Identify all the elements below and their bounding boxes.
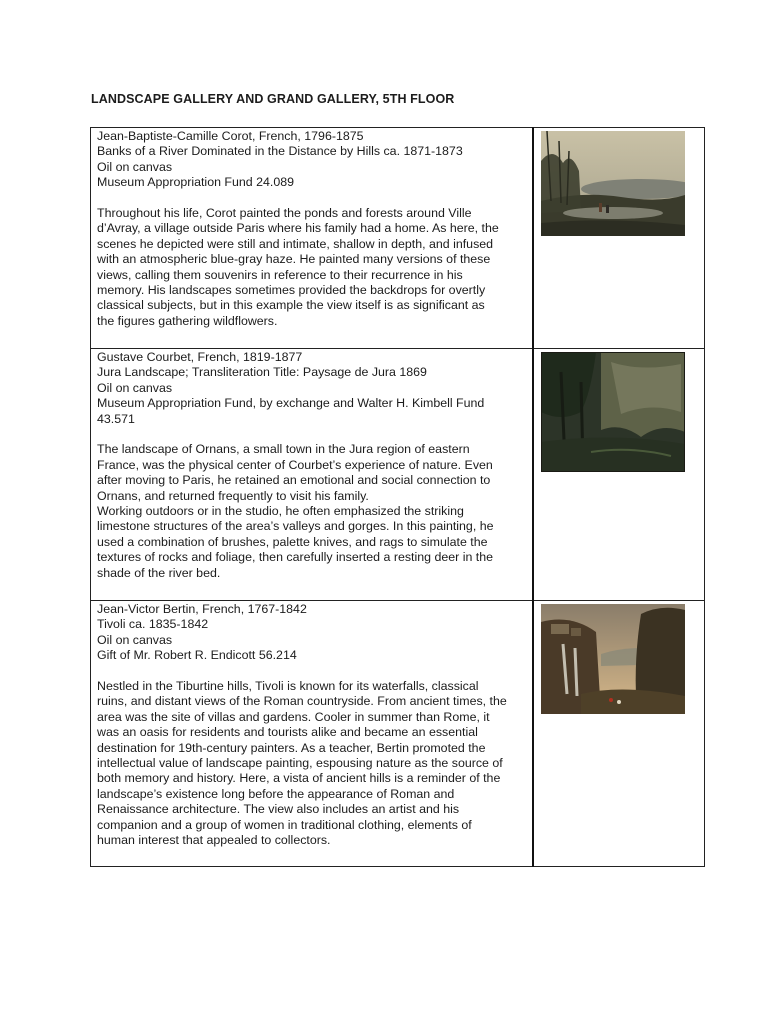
description-line: with an atmospheric blue-gray haze. He painted many versions of these bbox=[97, 252, 491, 267]
artwork-label-cell bbox=[91, 128, 534, 349]
artwork-description bbox=[97, 679, 526, 848]
artwork-title: Tivoli ca. 1835-1842 bbox=[97, 617, 209, 632]
description-line: Ornans, and returned frequently to visit his family. bbox=[97, 488, 369, 503]
credit-line: 43.571 bbox=[97, 411, 135, 426]
description-line: companion and a group of women in traditional clothing, elements of bbox=[97, 817, 472, 832]
table-row bbox=[91, 349, 705, 601]
table-row bbox=[91, 601, 705, 867]
courbet-painting-thumbnail bbox=[541, 352, 685, 472]
artwork-image-cell bbox=[533, 349, 705, 601]
artwork-image-cell bbox=[533, 601, 705, 867]
description-line: d’Avray, a village outside Paris where his family had a home. As here, the bbox=[97, 221, 499, 236]
credit-line: Gift of Mr. Robert R. Endicott 56.214 bbox=[97, 648, 297, 663]
description-line: human interest that appealed to collectors. bbox=[97, 833, 331, 848]
description-line: France, was the physical center of Courbet’s experience of nature. Even bbox=[97, 457, 493, 472]
artwork-label-cell bbox=[91, 349, 534, 601]
description-line: The landscape of Ornans, a small town in the Jura region of eastern bbox=[97, 442, 470, 457]
artist-line: Gustave Courbet, French, 1819-1877 bbox=[97, 350, 303, 364]
description-line: was an oasis for residents and tourists alike and became an essential bbox=[97, 725, 478, 740]
artist-line: Jean-Baptiste-Camille Corot, French, 1796-1875 bbox=[97, 129, 364, 143]
description-line: Working outdoors or in the studio, he often emphasized the striking bbox=[97, 504, 464, 519]
description-line: after moving to Paris, he retained an emotional and social connection to bbox=[97, 473, 491, 488]
artwork-image-cell bbox=[533, 128, 705, 349]
description-line: area was the site of villas and gardens. Cooler in summer than Rome, it bbox=[97, 709, 490, 724]
description-line: the figures gathering wildflowers. bbox=[97, 313, 278, 328]
artwork-medium: Oil on canvas bbox=[97, 380, 173, 395]
description-line: Renaissance architecture. The view also includes an artist and his bbox=[97, 802, 460, 817]
description-line: textures of rocks and foliage, then carefully inserted a resting deer in the bbox=[97, 550, 494, 565]
description-line: limestone structures of the area’s valleys and gorges. In this painting, he bbox=[97, 519, 494, 534]
description-line: destination for 19th-century painters. As a teacher, Bertin promoted the bbox=[97, 740, 486, 755]
bertin-painting-thumbnail bbox=[541, 604, 685, 714]
description-line: Nestled in the Tiburtine hills, Tivoli is known for its waterfalls, classical bbox=[97, 679, 479, 694]
artwork-title: Jura Landscape; Transliteration Title: Paysage de Jura 1869 bbox=[97, 365, 427, 380]
description-line: views, calling them souvenirs in reference to their recurrence in his bbox=[97, 267, 463, 282]
description-line: memory. His landscapes sometimes provided the backdrops for overtly bbox=[97, 283, 486, 298]
artist-line: Jean-Victor Bertin, French, 1767-1842 bbox=[97, 602, 307, 616]
artwork-description bbox=[97, 442, 526, 581]
description-line: Throughout his life, Corot painted the ponds and forests around Ville bbox=[97, 206, 472, 221]
artwork-title: Banks of a River Dominated in the Distance by Hills ca. 1871-1873 bbox=[97, 144, 463, 159]
description-line: shade of the river bed. bbox=[97, 565, 221, 580]
description-line: scenes he depicted were still and intimate, shallow in depth, and infused bbox=[97, 236, 494, 251]
description-line: landscape’s existence long before the appearance of Roman and bbox=[97, 786, 455, 801]
page-title: LANDSCAPE GALLERY AND GRAND GALLERY, 5TH FLOOR bbox=[91, 92, 455, 106]
artwork-medium: Oil on canvas bbox=[97, 632, 173, 647]
description-line: used a combination of brushes, palette knives, and rags to simulate the bbox=[97, 534, 488, 549]
credit-line: Museum Appropriation Fund 24.089 bbox=[97, 175, 294, 190]
description-line: both memory and history. Here, a vista of ancient hills is a reminder of the bbox=[97, 771, 501, 786]
artwork-table bbox=[90, 127, 705, 867]
description-line: ruins, and distant views of the Roman countryside. From ancient times, the bbox=[97, 694, 507, 709]
description-line: intellectual value of landscape painting, espousing nature as the source of bbox=[97, 756, 503, 771]
credit-line: Museum Appropriation Fund, by exchange and Walter H. Kimbell Fund bbox=[97, 396, 485, 411]
description-line: classical subjects, but in this example the view itself is as significant as bbox=[97, 298, 485, 313]
corot-painting-thumbnail bbox=[541, 131, 685, 236]
table-row bbox=[91, 128, 705, 349]
artwork-description bbox=[97, 206, 526, 329]
artwork-medium: Oil on canvas bbox=[97, 159, 173, 174]
artwork-label-cell bbox=[91, 601, 534, 867]
